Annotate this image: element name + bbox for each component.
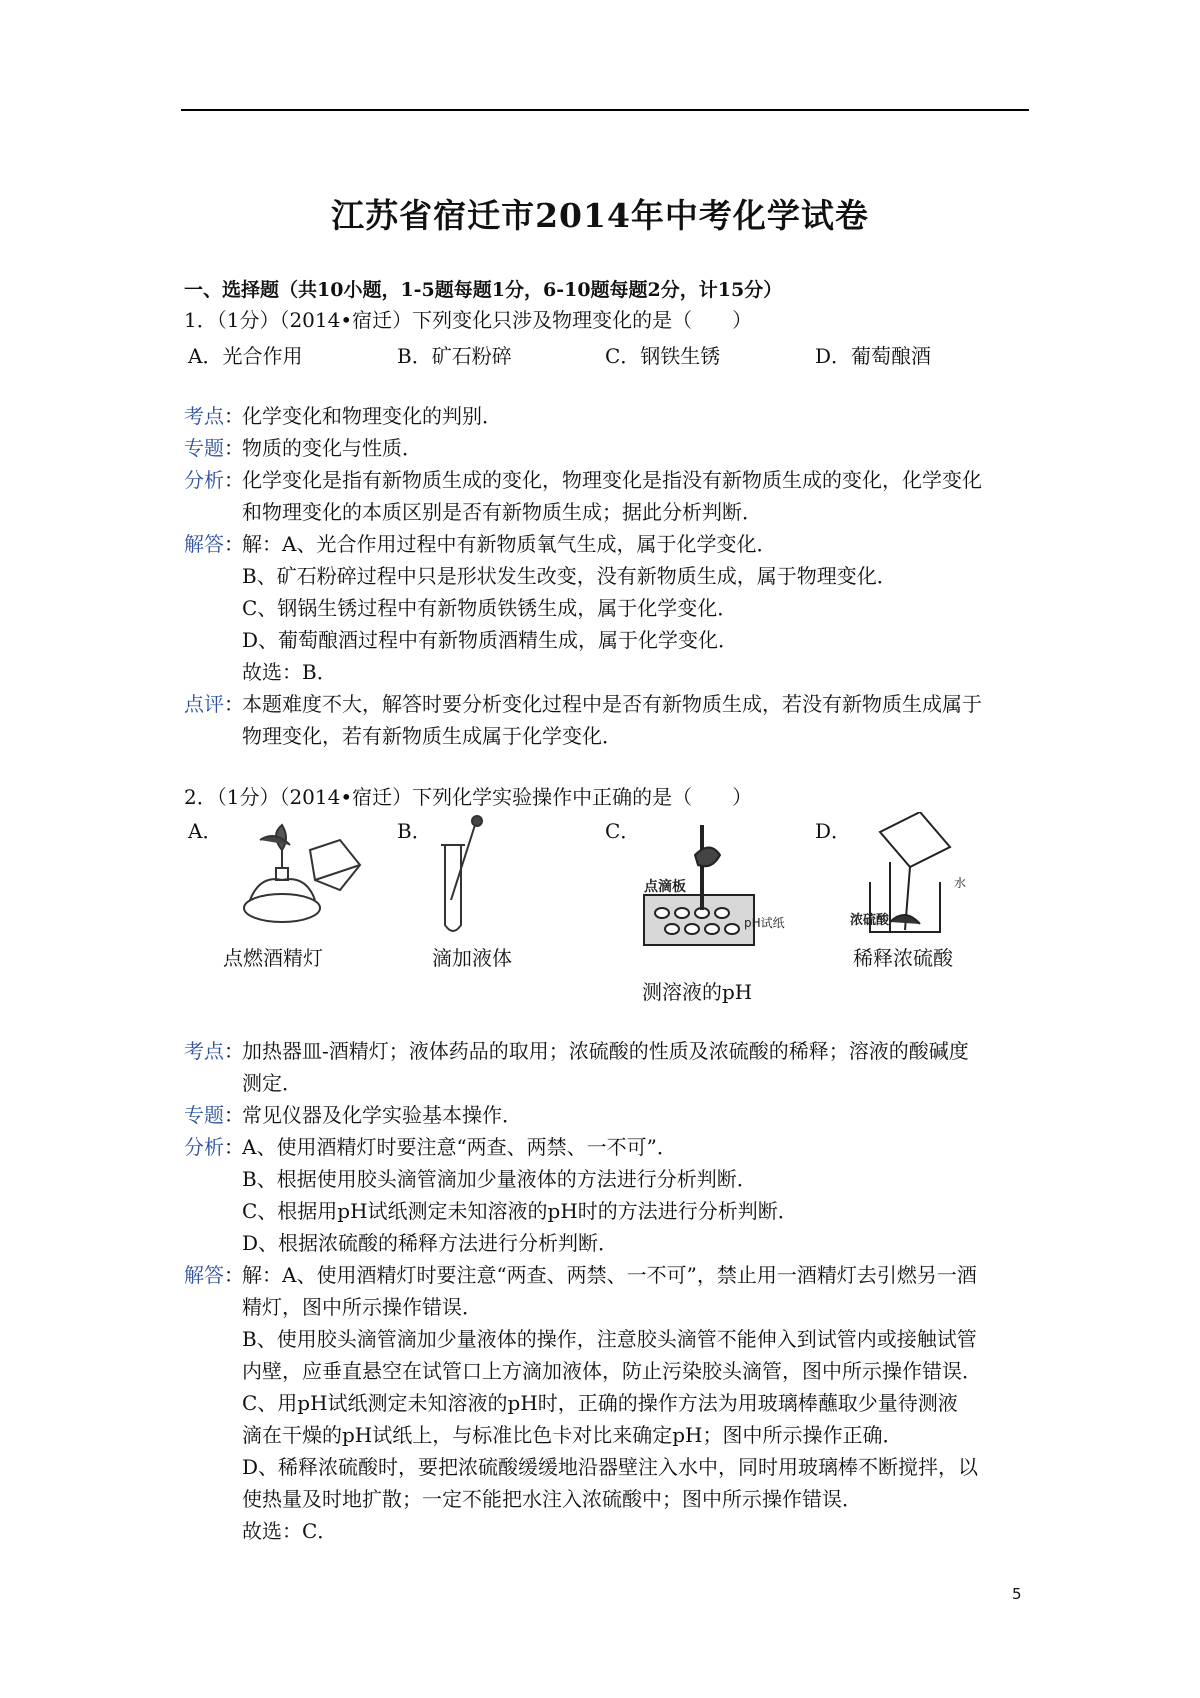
- q2-jieda-line: 精灯，图中所示操作错误．: [242, 1295, 482, 1319]
- q1-option-d: D．葡萄酿酒: [815, 344, 932, 368]
- label-kaodian: 考点: [184, 404, 224, 428]
- q1-zhuanti: 物质的变化与性质．: [242, 436, 422, 460]
- label-kaodian: 考点: [184, 1039, 224, 1063]
- q2-jieda-line: B、使用胶头滴管滴加少量液体的操作，注意胶头滴管不能伸入到试管内或接触试管: [242, 1327, 977, 1351]
- q2-fenxi-line: B、根据使用胶头滴管滴加少量液体的方法进行分析判断．: [242, 1167, 757, 1191]
- q2-jieda-line: 使热量及时地扩散；一定不能把水注入浓硫酸中；图中所示操作错误．: [242, 1487, 862, 1511]
- figure-lighting-alcohol-lamp: [220, 820, 375, 935]
- q2-fenxi-line: A、使用酒精灯时要注意“两查、两禁、一不可”．: [242, 1135, 677, 1159]
- label-fenxi: 分析: [184, 1135, 224, 1159]
- q2-fenxi-line: C、根据用pH试纸测定未知溶液的pH时的方法进行分析判断．: [242, 1199, 798, 1223]
- label-zhuanti: 专题: [184, 1103, 224, 1127]
- q2-option-a: A．: [188, 819, 223, 843]
- q1-fenxi-line: 和物理变化的本质区别是否有新物质生成；据此分析判断．: [242, 500, 762, 524]
- q1-option-b: B．矿石粉碎: [397, 344, 512, 368]
- q1-fenxi-line: 化学变化是指有新物质生成的变化，物理变化是指没有新物质生成的变化，化学变化: [242, 468, 982, 492]
- q1-kaodian: 化学变化和物理变化的判别．: [242, 404, 502, 428]
- q1-jieda-line: B、矿石粉碎过程中只是形状发生改变，没有新物质生成，属于物理变化．: [242, 564, 897, 588]
- q2-kaodian-line: 测定．: [242, 1071, 302, 1095]
- header-rule: [181, 109, 1029, 111]
- q2-jieda-line: 解：A、使用酒精灯时要注意“两查、两禁、一不可”，禁止用一酒精灯去引燃另一酒: [242, 1263, 977, 1287]
- q1-jieda-line: 解：A、光合作用过程中有新物质氧气生成，属于化学变化．: [242, 532, 777, 556]
- q2-analysis: 考点： 加热器皿-酒精灯；液体药品的取用；浓硫酸的性质及浓硫酸的稀释；溶液的酸碱度 测定． 专题： 常见仪器及化学实验基本操作． 分析： A、使用酒精灯时要注意“两查、两禁、一不可”． B、根据使用胶头滴管滴加少量液体的方法进行分析判断． C、根据用pH试纸测定未知溶液的pH时的方法进行分析判断． D、根据浓硫酸的稀释方法进行分析判断． 解答： 解：A、使用酒精灯时要注意“两查、两禁、一不可”，禁止用一酒精灯去引燃另一酒 精灯，图中所示操作错误． B、使用胶头滴管滴加少量液体的操作，注意胶头滴管不能伸入到试管内或接触试管 内壁，应垂直悬空在试管口上方滴加液体，防止污染胶头滴管，图中所示操作错误． C、用pH试纸测定未知溶液的pH时，正确的操作方法为用玻璃棒蘸取少量待测液 滴在干燥的pH试纸上，与标准比色卡对比来确定pH；图中所示操作正确． D、稀释浓硫酸时，要把浓硫酸缓缓地沿器壁注入水中，同时用玻璃棒不断搅拌，以 使热量及时地扩散；一定不能把水注入浓硫酸中；图中所示操作错误． 故选：C．: [184, 1035, 1034, 1547]
- figure-dropper-test-tube: [425, 815, 495, 940]
- q1-option-a: A．光合作用: [188, 344, 303, 368]
- label-jieda: 解答: [184, 532, 224, 556]
- section-heading: 一、选择题（共10小题，1-5题每题1分，6-10题每题2分，计15分）: [184, 279, 783, 301]
- q1-stem: 1．（1分）（2014•宿迁）下列变化只涉及物理变化的是（ ）: [184, 308, 753, 332]
- label-plate: 点滴板: [644, 879, 686, 895]
- q1-jieda-line: 故选：B．: [242, 660, 337, 684]
- q2-jieda-line: 内壁，应垂直悬空在试管口上方滴加液体，防止污染胶头滴管，图中所示操作错误．: [242, 1359, 982, 1383]
- label-acid: 浓硫酸: [850, 913, 890, 928]
- q1-dianping-line: 物理变化，若有新物质生成属于化学变化．: [242, 724, 622, 748]
- figure-diluting-acid: [850, 812, 1000, 942]
- label-ph-paper: pH试纸: [744, 916, 785, 930]
- q2-jieda-line: 滴在干燥的pH试纸上，与标准比色卡对比来确定pH；图中所示操作正确．: [242, 1423, 903, 1447]
- q2-option-d: D．: [815, 819, 852, 843]
- q2-jieda-line: C、用pH试纸测定未知溶液的pH时，正确的操作方法为用玻璃棒蘸取少量待测液: [242, 1391, 958, 1415]
- label-fenxi: 分析: [184, 468, 224, 492]
- figure-ph-measurement: [640, 825, 800, 965]
- caption-c: 测溶液的pH: [642, 980, 753, 1004]
- caption-b: 滴加液体: [432, 946, 512, 970]
- label-zhuanti: 专题: [184, 436, 224, 460]
- q1-option-c: C．钢铁生锈: [605, 344, 721, 368]
- caption-a: 点燃酒精灯: [223, 946, 323, 970]
- q2-stem: 2．（1分）（2014•宿迁）下列化学实验操作中正确的是（ ）: [184, 785, 753, 809]
- q2-fenxi-line: D、根据浓硫酸的稀释方法进行分析判断．: [242, 1231, 619, 1255]
- q1-dianping-line: 本题难度不大，解答时要分析变化过程中是否有新物质生成，若没有新物质生成属于: [242, 692, 982, 716]
- q1-jieda-line: D、葡萄酿酒过程中有新物质酒精生成，属于化学变化．: [242, 628, 739, 652]
- q2-kaodian-line: 加热器皿-酒精灯；液体药品的取用；浓硫酸的性质及浓硫酸的稀释；溶液的酸碱度: [242, 1039, 969, 1063]
- page-number: 5: [1012, 1585, 1022, 1603]
- caption-d: 稀释浓硫酸: [853, 946, 953, 970]
- q2-option-c: C．: [605, 819, 641, 843]
- q1-jieda-line: C、钢锅生锈过程中有新物质铁锈生成，属于化学变化．: [242, 596, 738, 620]
- q2-zhuanti: 常见仪器及化学实验基本操作．: [242, 1103, 522, 1127]
- q1-analysis: 考点： 化学变化和物理变化的判别． 专题： 物质的变化与性质． 分析： 化学变化是指有新物质生成的变化，物理变化是指没有新物质生成的变化，化学变化 和物理变化的本质区别是否有新物质生成；据此分析判断． 解答： 解：A、光合作用过程中有新物质氧气生成，属于化学变化． B、矿石粉碎过程中只是形状发生改变，没有新物质生成，属于物理变化． C、钢锅生锈过程中有新物质铁锈生成，属于化学变化． D、葡萄酿酒过程中有新物质酒精生成，属于化学变化． 故选：B． 点评： 本题难度不大，解答时要分析变化过程中是否有新物质生成，若没有新物质生成属于 物理变化，若有新物质生成属于化学变化．: [184, 400, 1034, 752]
- q2-option-b: B．: [397, 819, 432, 843]
- label-jieda: 解答: [184, 1263, 224, 1287]
- q2-jieda-line: D、稀释浓硫酸时，要把浓硫酸缓缓地沿器壁注入水中，同时用玻璃棒不断搅拌，以: [242, 1455, 979, 1479]
- q2-jieda-line: 故选：C．: [242, 1519, 338, 1543]
- label-dianping: 点评: [184, 692, 224, 716]
- label-water: 水: [954, 876, 967, 890]
- page-title: 江苏省宿迁市2014年中考化学试卷: [331, 196, 869, 235]
